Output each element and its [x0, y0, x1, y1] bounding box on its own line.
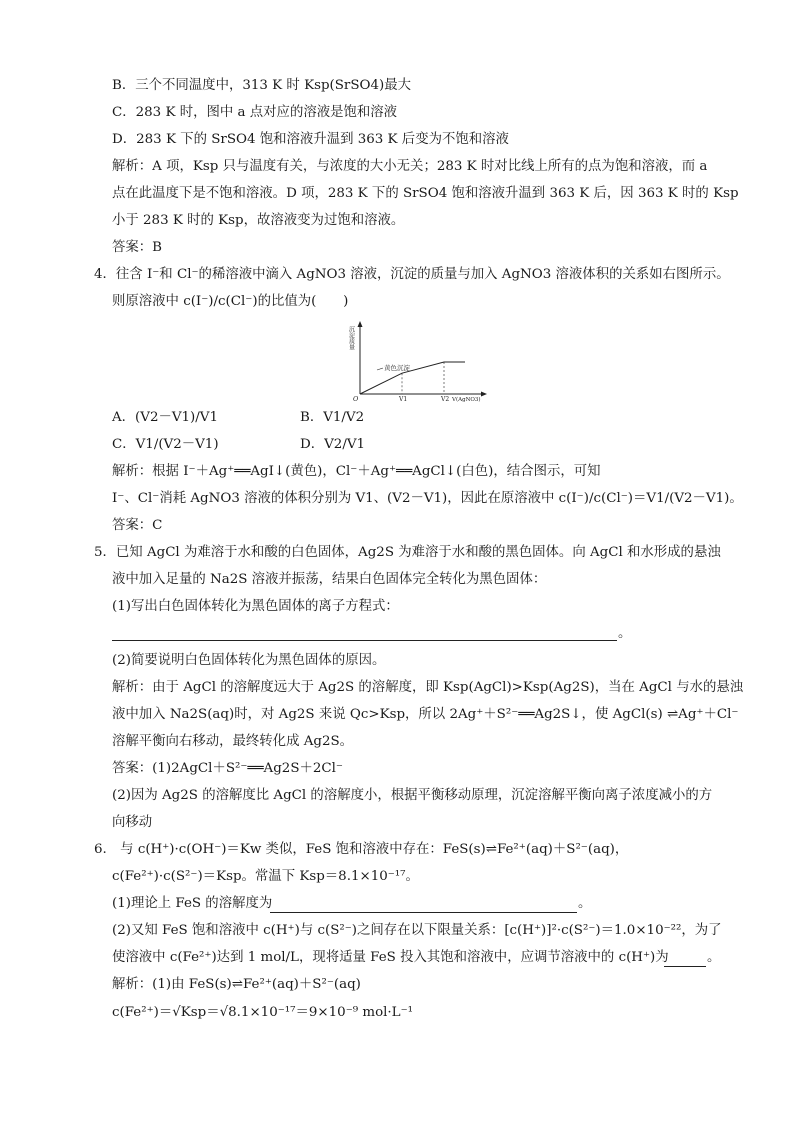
- x-tick-v2: V2: [441, 396, 450, 403]
- x-axis-label: V(AgNO3): [452, 397, 481, 403]
- x-tick-v1: V1: [399, 396, 408, 403]
- question-6-stem: 6. 与 c(H⁺)·c(OH⁻)＝Kw 类似，FeS 饱和溶液中存在：FeS(s)⇌Fe²⁺(aq)＋S²⁻(aq)，: [94, 842, 629, 857]
- origin-label: O: [353, 395, 359, 403]
- question-4-stem: 4．往含 I⁻和 Cl⁻的稀溶液中滴入 AgNO3 溶液，沉淀的质量与加入 AgNO3 溶液体积的关系如右图所示。: [94, 267, 730, 282]
- option-b: B．三个不同温度中，313 K 时 Ksp(SrSO4)最大: [112, 78, 411, 93]
- x-axis-arrow-icon: [481, 392, 487, 397]
- analysis-line: I⁻、Cl⁻消耗 AgNO3 溶液的体积分别为 V1、(V2－V1)，因此在原溶液中 c(I⁻)/c(Cl⁻)＝V1/(V2－V1)。: [112, 491, 743, 506]
- analysis-line: 点在此温度下是不饱和溶液。D 项，283 K 下的 SrSO4 饱和溶液升温到 363 K 后，因 363 K 时的 Ksp: [112, 186, 739, 201]
- mass-curve: [360, 362, 465, 394]
- answer-line: 答案：C: [112, 518, 163, 533]
- analysis-line: 液中加入 Na2S(aq)时，对 Ag2S 来说 Qc>Ksp，所以 2Ag⁺＋S²⁻══Ag2S↓，使 AgCl(s) ⇌Ag⁺＋Cl⁻: [112, 707, 739, 722]
- option-d: D．283 K 下的 SrSO4 饱和溶液升温到 363 K 后变为不饱和溶液: [112, 132, 509, 147]
- analysis-line: 解析：A 项，Ksp 只与温度有关，与浓度的大小无关；283 K 时对比线上所有的点为饱和溶液，而 a: [112, 159, 708, 174]
- question-5-stem: 液中加入足量的 Na2S 溶液并振荡，结果白色固体完全转化为黑色固体：: [112, 572, 547, 587]
- question-4-stem: 则原溶液中 c(I⁻)/c(Cl⁻)的比值为( ): [112, 294, 349, 309]
- answer-blank[interactable]: [112, 640, 617, 641]
- analysis-line: 溶解平衡向右移动，最终转化成 Ag2S。: [112, 734, 354, 749]
- answer-line: 向移动: [112, 815, 153, 830]
- annotation-label: 黄色沉淀: [384, 364, 410, 372]
- sub-question-2: (2)简要说明白色固体转化为黑色固体的原因。: [112, 653, 386, 668]
- question-6-stem: c(Fe²⁺)·c(S²⁻)＝Ksp。常温下 Ksp＝8.1×10⁻¹⁷。: [112, 869, 419, 884]
- analysis-line: 小于 283 K 时的 Ksp，故溶液变为过饱和溶液。: [112, 213, 405, 228]
- analysis-line: c(Fe²⁺)＝√Ksp＝√8.1×10⁻¹⁷＝9×10⁻⁹ mol·L⁻¹: [112, 1005, 414, 1020]
- sub-question-1: (1)写出白色固体转化为黑色固体的离子方程式：: [112, 599, 399, 614]
- y-axis-arrow-icon: [358, 321, 363, 327]
- sub-question-2: (2)又知 FeS 饱和溶液中 c(H⁺)与 c(S²⁻)之间存在以下限量关系：[c(H⁺)]²·c(S²⁻)＝1.0×10⁻²²，为了: [112, 923, 722, 938]
- analysis-line: 解析：根据 I⁻＋Ag⁺══AgI↓(黄色)，Cl⁻＋Ag⁺══AgCl↓(白色)，结合图示，可知: [112, 464, 601, 479]
- y-axis-label: 沉淀质量: [347, 326, 355, 350]
- option-d: D．V2/V1: [300, 437, 366, 452]
- option-c: C．V1/(V2－V1): [112, 437, 219, 452]
- option-b: B．V1/V2: [300, 410, 365, 425]
- option-a: A．(V2－V1)/V1: [112, 410, 218, 425]
- question-5-stem: 5．已知 AgCl 为难溶于水和酸的白色固体，Ag2S 为难溶于水和酸的黑色固体。向 AgCl 和水形成的悬浊: [94, 545, 721, 560]
- blank-end-mark: 。: [618, 626, 632, 641]
- answer-line: 答案：(1)2AgCl＋S²⁻══Ag2S＋2Cl⁻: [112, 761, 343, 776]
- annotation-leader: [377, 368, 383, 370]
- analysis-line: 解析：由于 AgCl 的溶解度远大于 Ag2S 的溶解度，即 Ksp(AgCl)>Ksp(Ag2S)，当在 AgCl 与水的悬浊: [112, 680, 744, 695]
- answer-line: 答案：B: [112, 240, 163, 255]
- sub-question-2: 使溶液中 c(Fe²⁺)达到 1 mol/L，现将适量 FeS 投入其饱和溶液中，应调节溶液中的 c(H⁺)为: [112, 950, 669, 965]
- blank-end-mark: 。: [578, 896, 592, 911]
- answer-blank[interactable]: [270, 912, 577, 913]
- sub-question-1: (1)理论上 FeS 的溶解度为: [112, 896, 273, 911]
- blank-end-mark: 。: [707, 950, 721, 965]
- answer-blank[interactable]: [664, 966, 706, 967]
- answer-line: (2)因为 Ag2S 的溶解度比 AgCl 的溶解度小，根据平衡移动原理，沉淀溶解平衡向离子浓度减小的方: [112, 788, 713, 803]
- option-c: C．283 K 时，图中 a 点对应的溶液是饱和溶液: [112, 105, 398, 120]
- analysis-line: 解析：(1)由 FeS(s)⇌Fe²⁺(aq)＋S²⁻(aq): [112, 977, 361, 992]
- precipitate-mass-chart: [347, 320, 490, 403]
